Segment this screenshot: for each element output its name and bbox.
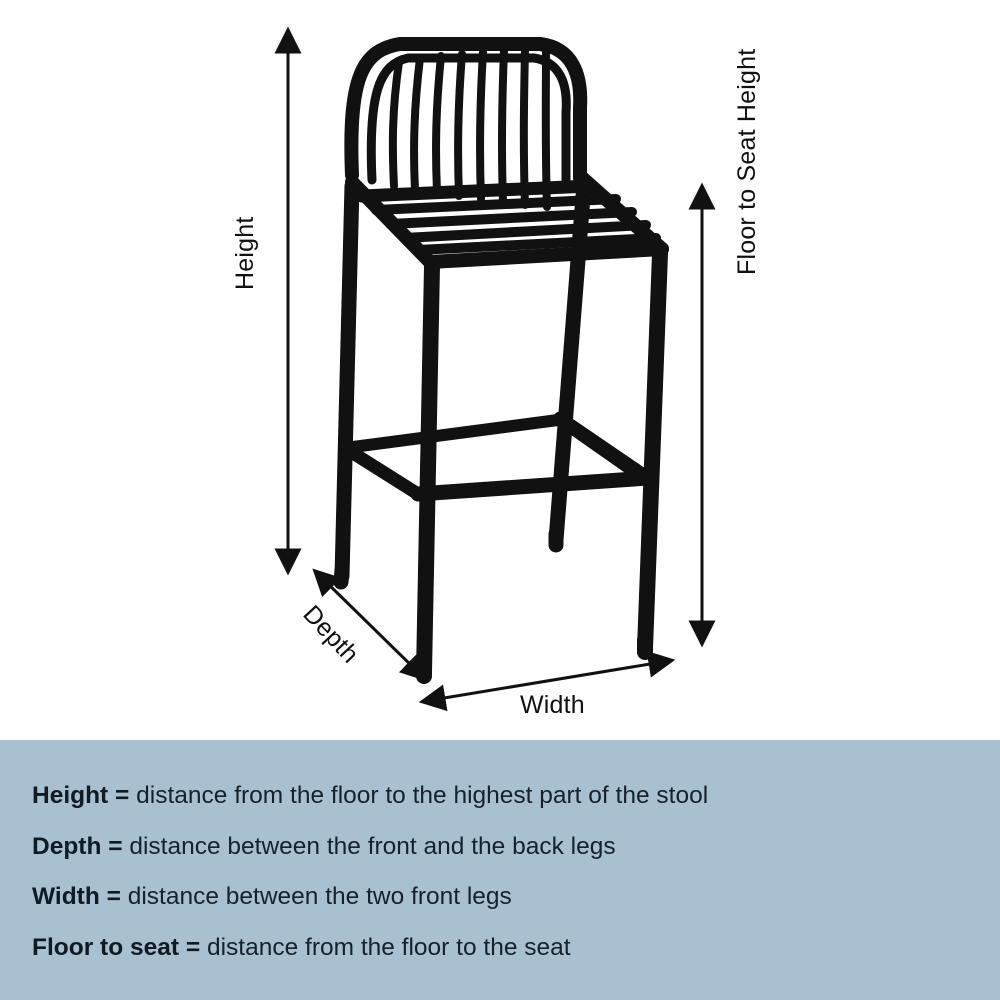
- legend-description: distance from the floor to the seat: [200, 933, 571, 961]
- width-label: Width: [520, 691, 585, 719]
- legend-term: Height =: [32, 782, 130, 809]
- legend-description: distance between the two front legs: [120, 883, 512, 910]
- legend-description: distance from the floor to the highest part of the stool: [129, 782, 709, 809]
- legend-term: Width =: [32, 883, 121, 910]
- legend-item: [32, 885, 1000, 910]
- legend-description: distance between the front and the back legs: [122, 832, 616, 860]
- legend-item: [32, 933, 1000, 961]
- depth-label: Depth: [297, 600, 365, 669]
- legend-item: [32, 784, 1000, 809]
- stool-graphic: [341, 44, 662, 676]
- floor-to-seat-height-label: Floor to Seat Height: [733, 48, 761, 275]
- legend-item: [32, 832, 1000, 860]
- legend-panel: [0, 740, 1000, 1000]
- legend-term: Depth =: [32, 832, 123, 860]
- height-label: Height: [231, 216, 259, 290]
- legend-term: Floor to seat =: [32, 933, 201, 961]
